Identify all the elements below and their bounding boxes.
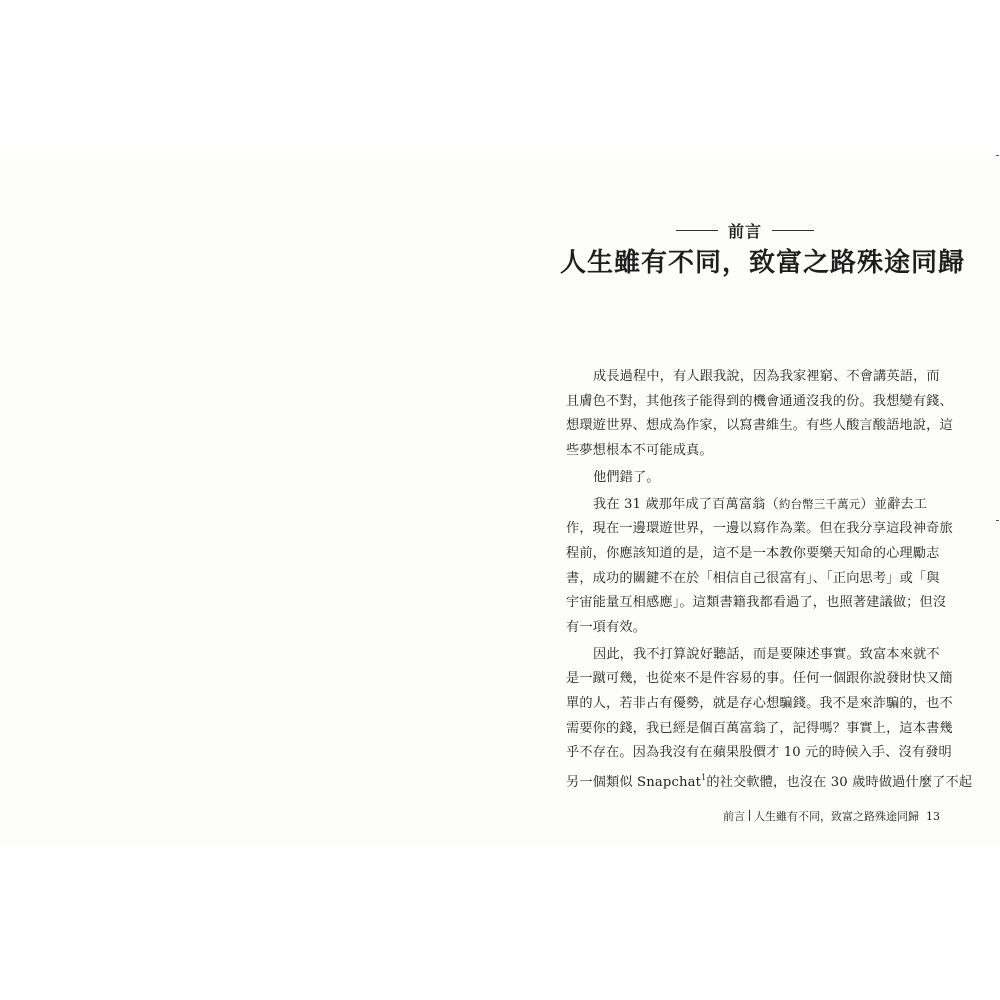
text-segment: 另一個類似 Snapchat xyxy=(566,775,702,790)
footer-chapter-title: 人生雖有不同，致富之路殊途同歸 xyxy=(754,810,919,823)
text-line xyxy=(566,766,973,791)
footer-section: 前言 xyxy=(723,810,745,823)
page-edge-mark xyxy=(996,520,999,521)
text-line: 成長過程中，有人跟我說，因為我家裡窮、不會講英語，而 xyxy=(593,369,940,384)
currency-note: 約台幣三千萬元 xyxy=(778,497,861,512)
text-line: 單的人，若非占有優勢，就是存心想騙錢。我不是來詐騙的，也不 xyxy=(566,695,953,711)
text-line: 書，成功的關鍵不在於「相信自己很富有」、「正向思考」或「與 xyxy=(566,570,940,586)
text-line: 且膚色不對，其他孩子能得到的機會通通沒我的份。我想變有錢、 xyxy=(566,393,953,409)
text-line: 是一蹴可幾，也從來不是件容易的事。任何一個跟你說發財快又簡 xyxy=(566,671,953,687)
right-rule xyxy=(772,230,814,231)
text-line: 程前，你應該知道的是，這不是一本教你要樂天知命的心理勵志 xyxy=(566,545,940,561)
section-label-text: 前言 xyxy=(727,222,762,241)
text-line: 作，現在一邊環遊世界，一邊以寫作為業。但在我分享這段神奇旅 xyxy=(566,521,953,537)
text-line: 有一項有效。 xyxy=(566,619,647,635)
page-edge-mark xyxy=(996,155,999,156)
text-line xyxy=(566,492,938,517)
footnote-marker: 1 xyxy=(701,773,707,782)
page-number: 13 xyxy=(926,810,940,823)
text-segment: ）並辭去工 xyxy=(860,497,928,513)
text-line: 些夢想根本不可能成真。 xyxy=(566,443,713,459)
text-line: 需要你的錢，我已經是個百萬富翁了，記得嗎？事實上，這本書幾 xyxy=(566,720,953,736)
left-rule xyxy=(676,230,718,231)
text-line: 乎不存在。因為我沒有在蘋果股價才 10 元的時候入手、沒有發明 xyxy=(566,745,952,761)
text-line: 宇宙能量互相感應」。這類書籍我都看過了，也照著建議做；但沒 xyxy=(566,595,947,611)
text-line: 他們錯了。 xyxy=(593,469,660,485)
footer-divider xyxy=(749,810,750,821)
body-text xyxy=(566,365,973,791)
text-segment: 我在 31 歲那年成了百萬富翁（ xyxy=(593,497,779,513)
text-line: 因此，我不打算說好聽話，而是要陳述事實。致富本來就不 xyxy=(593,646,940,662)
text-segment: 的社交軟體，也沒在 30 歲時做過什麼了不起 xyxy=(706,775,973,790)
chapter-title: 人生雖有不同，致富之路殊途同歸 xyxy=(560,248,966,278)
text-line: 想環遊世界、想成為作家，以寫書維生。有些人酸言酸語地說，這 xyxy=(566,418,953,434)
section-label xyxy=(660,219,830,242)
running-footer xyxy=(700,808,940,824)
